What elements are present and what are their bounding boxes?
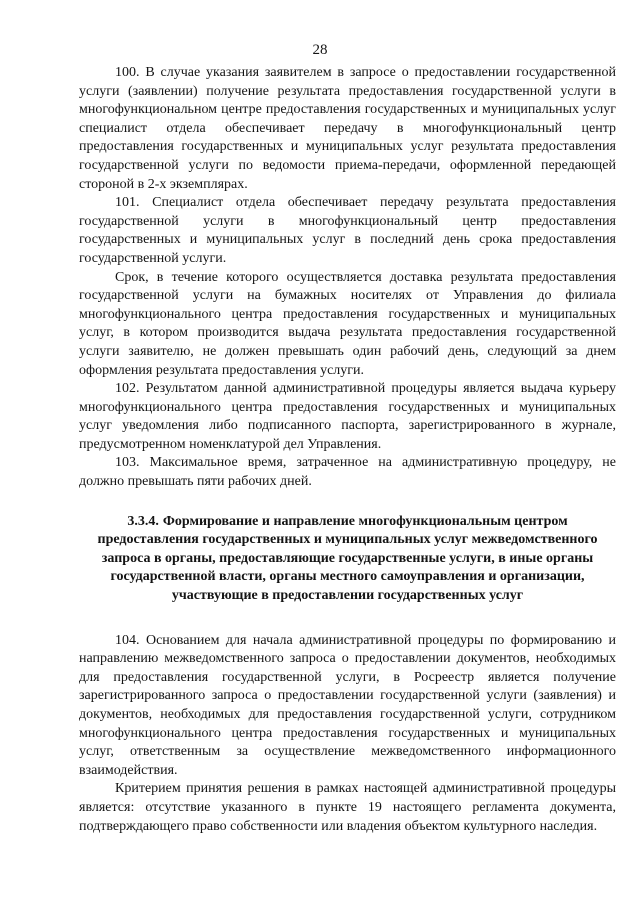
paragraph-delivery-term: Срок, в течение которого осуществляется доставка результата предоставления государственной услуги на бумажных носителях от Управления до филиала многофункционального центра предоставления государственных и муниципальных услуг, в котором производится выдача результата предоставления государственной услуги заявителю, не должен превышать один рабочий день, следующий за днем оформления результата предоставления услуги. [79,269,616,378]
section-number: 3.3.4. [127,513,159,529]
paragraph-101: 101. Специалист отдела обеспечивает передачу результата предоставления государственной услуги в многофункциональный центр предоставления государственных и муниципальных услуг в последний день срока предоставления государственной услуги. [79,195,616,266]
section-title: Формирование и направление многофункциональным центром предоставления государственных и муниципальных услуг межведомственного запроса в органы, предоставляющие государственные услуги, в иные органы государственной власти, органы местного самоуправления и организации, участвующие в предоставлении государственных услуг [97,513,598,604]
document-body [79,64,616,836]
paragraph-103: 103. Максимальное время, затраченное на административную процедуру, не должно превышать пяти рабочих дней. [79,455,616,490]
page-number: 28 [312,42,328,58]
paragraph-102: 102. Результатом данной административной процедуры является выдача курьеру многофункционального центра предоставления государственных и муниципальных услуг уведомления либо подписанного паспорта, зарегистрированного в журнале, предусмотренном номенклатурой дел Управления. [79,381,616,452]
paragraph-decision-criterion: Критерием принятия решения в рамках настоящей административной процедуры является: отсутствие указанного в пункте 19 настоящего регламента документа, подтверждающего право собственности или владения объектом культурного наследия. [79,781,616,834]
paragraph-104: 104. Основанием для начала административной процедуры по формированию и направлению межведомственного запроса о предоставлении документов, необходимых для предоставления государственной услуги, в Росреестр является получение зарегистрированного запроса о предоставлении государственной услуги (заявления) и документов, необходимых для предоставления государственной услуги, сотрудником многофункционального центра предоставления государственных и муниципальных услуг, ответственным за осуществление межведомственного информационного взаимодействия. [79,632,616,778]
paragraph-100: 100. В случае указания заявителем в запросе о предоставлении государственной услуги (заявлении) получение результата предоставления государственной услуги в многофункциональном центре предоставления государственных и муниципальных услуг специалист отдела обеспечивает передачу в многофункциональный центр предоставления государственных и муниципальных услуг результата предоставления государственной услуги по ведомости приема-передачи, оформленной передающей стороной в 2-х экземплярах. [79,65,616,192]
section-heading [79,513,616,606]
